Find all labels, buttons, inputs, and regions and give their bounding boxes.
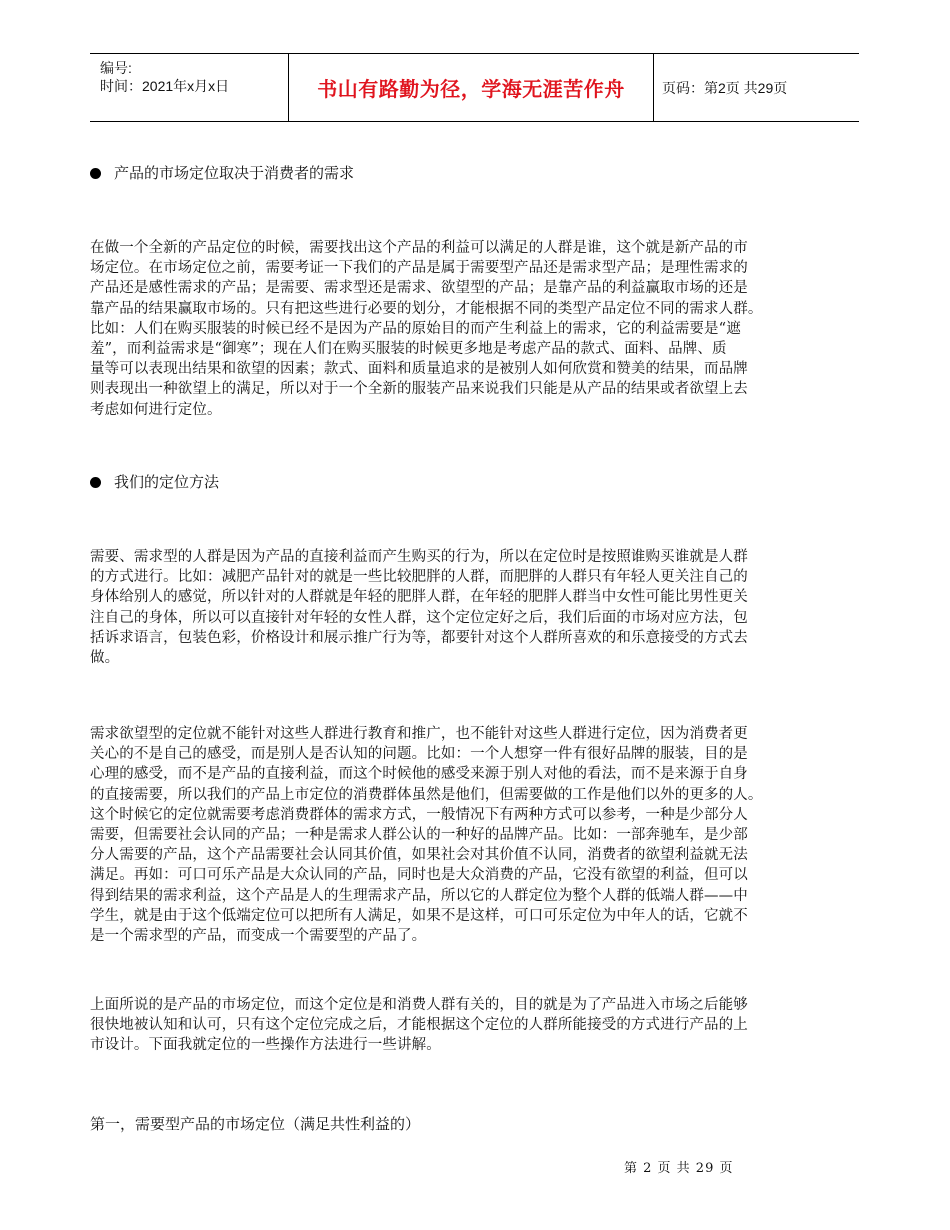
paragraph-1 <box>90 238 868 420</box>
paragraph-line: 学生，就是由于这个低端定位可以把所有人满足，如果不是这样，可口可乐定位为中年人的话，它就不 <box>90 907 748 924</box>
paragraph-line: 这个时候它的定位就需要考虑消费群体的需求方式，一般情况下有两种方式可以参考，一种是少部分人 <box>90 806 748 823</box>
paragraph-line: 上面所说的是产品的市场定位，而这个定位是和消费人群有关的，目的就是为了产品进入市场之后能够 <box>90 997 748 1013</box>
bullet-icon <box>90 477 101 488</box>
paragraph-line: 需要，但需要社会认同的产品；一种是需求人群公认的一种好的品牌产品。比如：一部奔驰车，是少部 <box>90 827 748 844</box>
paragraph-line: 量等可以表现出结果和欲望的因素；款式、面料和质量追求的是被别人如何欣赏和赞美的结果，而品牌 <box>90 361 748 378</box>
paragraph-line: 的直接需要，所以我们的产品上市定位的消费群体虽然是他们，但需要做的工作是他们以外的更多的人。 <box>90 786 763 803</box>
document-number-label: 编号: <box>100 60 132 76</box>
paragraph-line: 括诉求语言，包装色彩，价格设计和展示推广行为等，都要针对这个人群所喜欢的和乐意接受的方式去 <box>90 629 748 646</box>
paragraph-line: 需要、需求型的人群是因为产品的直接利益而产生购买的行为，所以在定位时是按照谁购买谁就是人群 <box>90 549 748 565</box>
paragraph-line: 场定位。在市场定位之前，需要考证一下我们的产品是属于需要型产品还是需求型产品；是理性需求的 <box>90 260 748 277</box>
paragraph-line: 靠产品的结果赢取市场的。只有把这些进行必要的划分，才能根据不同的类型产品定位不同的需求人群。 <box>90 300 763 317</box>
paragraph-line: 考虑如何进行定位。 <box>90 401 222 418</box>
paragraph-line: 关心的不是自己的感受，而是别人是否认知的问题。比如：一个人想穿一件有很好品牌的服装，目的是 <box>90 746 748 763</box>
section-heading-text: 第一，需要型产品的市场定位（满足共性利益的） <box>90 1115 421 1133</box>
paragraph-line: 心理的感受，而不是产品的直接利益，而这个时候他的感受来源于别人对他的看法，而不是来源于自身 <box>90 766 748 783</box>
section-heading-text: 产品的市场定位取决于消费者的需求 <box>114 164 355 182</box>
paragraph-4 <box>90 995 868 1056</box>
paragraph-line: 需求欲望型的定位就不能针对这些人群进行教育和推广，也不能针对这些人群进行定位，因为消费者更 <box>90 726 748 742</box>
paragraph-line: 则表现出一种欲望上的满足，所以对于一个全新的服装产品来说我们只能是从产品的结果或者欲望上去 <box>90 381 748 398</box>
header-meta-cell <box>90 54 289 121</box>
paragraph-line: 是一个需求型的产品，而变成一个需要型的产品了。 <box>90 928 427 945</box>
paragraph-line: 做。 <box>90 650 120 667</box>
paragraph-line: 市设计。下面我就定位的一些操作方法进行一些讲解。 <box>90 1037 441 1054</box>
paragraph-line: 产品还是感性需求的产品；是需要、需求型还是需求、欲望型的产品；是靠产品的利益赢取市场的还是 <box>90 280 748 297</box>
paragraph-line: 在做一个全新的产品定位的时候，需要找出这个产品的利益可以满足的人群是谁，这个就是新产品的市 <box>90 240 748 256</box>
paragraph-line: 很快地被认知和认可，只有这个定位完成之后，才能根据这个定位的人群所能接受的方式进行产品的上 <box>90 1017 748 1034</box>
paragraph-line: 羞”，而利益需求是“御寒”；现在人们在购买服装的时候更多地是考虑产品的款式、面料、品牌、质 <box>90 341 727 358</box>
paragraph-line: 得到结果的需求利益，这个产品是人的生理需求产品，所以它的人群定位为整个人群的低端人群——中 <box>90 887 748 904</box>
section-heading-demand-type <box>90 1114 420 1134</box>
document-time-label: 时间：2021年x月x日 <box>100 78 230 94</box>
bullet-icon <box>90 168 101 179</box>
header-page-number: 页码：第2页 共29页 <box>662 79 788 96</box>
paragraph-line: 满足。再如：可口可乐产品是大众认同的产品，同时也是大众消费的产品，它没有欲望的利益，但可以 <box>90 867 748 884</box>
paragraph-line: 身体给别人的感觉，所以针对的人群就是年轻的肥胖人群，在年轻的肥胖人群当中女性可能比男性更关 <box>90 589 748 606</box>
header-page-cell <box>654 54 859 121</box>
paragraph-line: 分人需要的产品，这个产品需要社会认同其价值，如果社会对其价值不认同，消费者的欲望利益就无法 <box>90 847 748 864</box>
paragraph-3 <box>90 724 868 946</box>
section-heading-positioning-method <box>90 472 219 492</box>
paragraph-line: 注自己的身体，所以可以直接针对年轻的女性人群，这个定位定好之后，我们后面的市场对应方法，包 <box>90 609 748 626</box>
header-motto-cell <box>289 54 654 121</box>
section-heading-market-positioning <box>90 163 354 183</box>
paragraph-2 <box>90 547 868 668</box>
page-header <box>90 53 859 122</box>
page-footer: 第 2 页 共 29 页 <box>624 1161 734 1176</box>
section-heading-text: 我们的定位方法 <box>114 473 220 491</box>
paragraph-line: 的方式进行。比如：减肥产品针对的就是一些比较肥胖的人群，而肥胖的人群只有年轻人更关注自己的 <box>90 569 748 586</box>
paragraph-line: 比如：人们在购买服装的时候已经不是因为产品的原始目的而产生利益上的需求，它的利益需要是“遮 <box>90 320 741 337</box>
header-motto: 书山有路勤为径，学海无涯苦作舟 <box>317 77 625 101</box>
